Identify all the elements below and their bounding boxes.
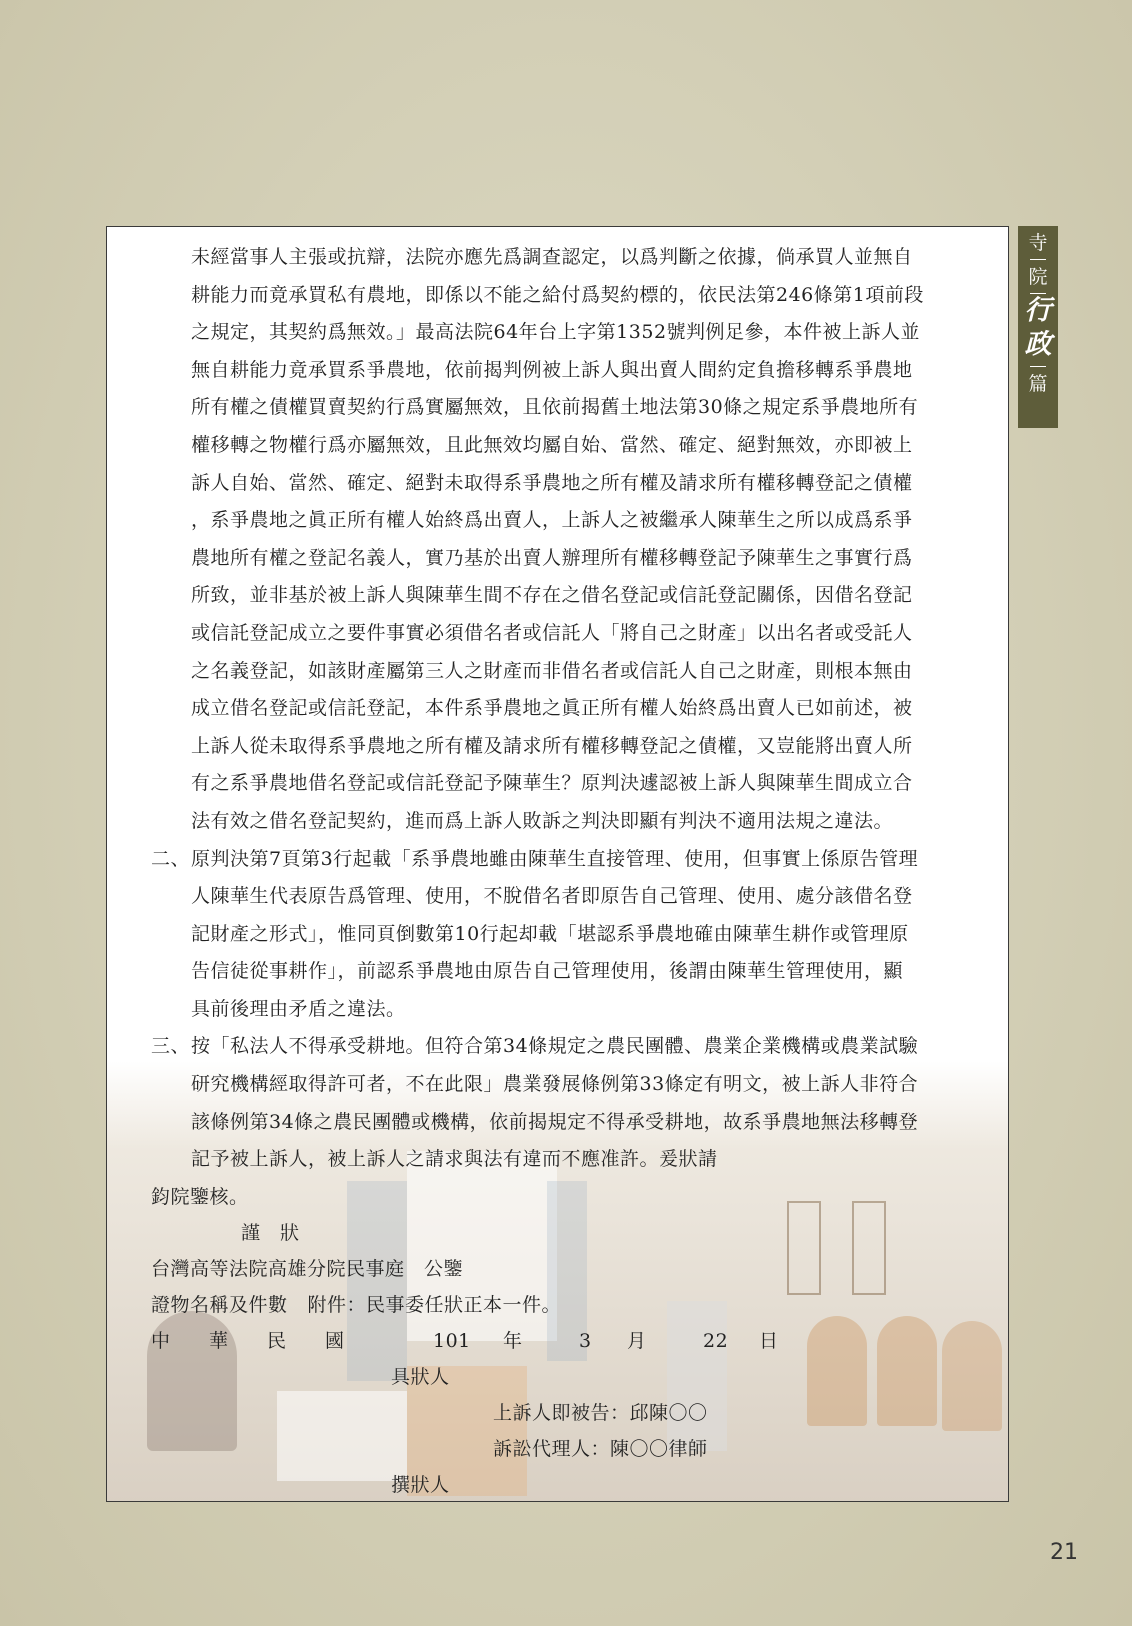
item-two-first-line [151, 841, 981, 879]
court-line: 台灣高等法院高雄分院民事庭 公鑒 [151, 1257, 464, 1280]
evidence-line [151, 1287, 981, 1323]
item-line: 研究機構經取得許可者，不在此限」農業發展條例第33條定有明文，被上訴人非符合 [191, 1073, 919, 1096]
tab-char: 政 [1024, 329, 1052, 360]
item-number: 二、 [151, 847, 191, 870]
paragraph-line: 成立借名登記或信託登記，本件系爭農地之眞正所有權人始終爲出賣人已如前述，被 [191, 697, 913, 720]
paragraph-line: 訴人自始、當然、確定、絕對未取得系爭農地之所有權及請求所有權移轉登記之債權 [191, 471, 913, 494]
item-text: 原判決第7頁第3行起載「系爭農地雖由陳華生直接管理、使用，但事實上係原告管理 [191, 847, 919, 870]
paragraph-line: ，系爭農地之眞正所有權人始終爲出賣人，上訴人之被繼承人陳華生之所以成爲系爭 [191, 509, 913, 532]
paragraph-line: 所有權之債權買賣契約行爲實屬無效，且依前揭舊土地法第30條之規定系爭農地所有 [191, 396, 919, 419]
item-line: 具前後理由矛盾之違法。 [191, 997, 406, 1020]
date-month: 3 [579, 1329, 592, 1352]
item-line: 該條例第34條之農民團體或機構，依前揭規定不得承受耕地，故系爭農地無法移轉登 [191, 1110, 919, 1133]
agent-line: 訴訟代理人：陳〇〇律師 [493, 1437, 708, 1460]
item-line: 告信徒從事耕作」，前認系爭農地由原告自己管理使用，後謂由陳華生管理使用，顯 [191, 960, 904, 983]
tab-char: 院 [1028, 266, 1048, 288]
filer-line: 具狀人 [391, 1365, 450, 1388]
date-char: 月 [627, 1329, 647, 1352]
document-body [151, 239, 981, 1502]
document-frame [106, 226, 1009, 1502]
evidence-value: 附件：民事委任狀正本一件。 [307, 1293, 562, 1316]
item-number: 三、 [151, 1035, 191, 1058]
paragraph-line: 或信託登記成立之要件事實必須借名者或信託人「將自己之財產」以出名者或受託人 [191, 621, 913, 644]
evidence-label: 證物名稱及件數 [151, 1293, 288, 1316]
review-line: 鈞院鑒核。 [151, 1185, 249, 1208]
date-char: 華 [209, 1329, 229, 1352]
item-line: 記財產之形式」，惟同頁倒數第10行起却載「堪認系爭農地確由陳華生耕作或管理原 [191, 922, 909, 945]
item-line: 人陳華生代表原告爲管理、使用，不脫借名者即原告自己管理、使用、處分該借名登 [191, 885, 913, 908]
paragraph-line: 法有效之借名登記契約，進而爲上訴人敗訴之判決即顯有判決不適用法規之違法。 [191, 809, 894, 832]
tab-char: 行 [1024, 295, 1052, 326]
item-three-first-line [151, 1028, 981, 1066]
paragraph-line: 有之系爭農地借名登記或信託登記予陳華生？原判決遽認被上訴人與陳華生間成立合 [191, 772, 913, 795]
date-char: 日 [759, 1329, 779, 1352]
paragraph-line: 之規定，其契約爲無效。」最高法院64年台上字第1352號判例足參，本件被上訴人並 [191, 321, 921, 344]
paragraph-line: 耕能力而竟承買私有農地，即係以不能之給付爲契約標的，依民法第246條第1項前段 [191, 283, 924, 306]
paragraph-line: 權移轉之物權行爲亦屬無效，且此無效均屬自始、當然、確定、絕對無效，亦即被上 [191, 433, 913, 456]
drafter-line: 撰狀人 [391, 1473, 450, 1496]
date-char: 年 [503, 1329, 523, 1352]
item-line: 記予被上訴人，被上訴人之請求與法有違而不應准許。爰狀請 [191, 1148, 718, 1171]
appellant-line: 上訴人即被告：邱陳〇〇 [493, 1401, 708, 1424]
respect-line: 謹 狀 [241, 1221, 300, 1244]
tab-char: 篇 [1028, 373, 1048, 395]
date-day: 22 [703, 1329, 729, 1352]
item-text: 按「私法人不得承受耕地。但符合第34條規定之農民團體、農業企業機構或農業試驗 [191, 1035, 919, 1058]
date-char: 中 [151, 1329, 171, 1352]
paragraph-line: 未經當事人主張或抗辯，法院亦應先爲調查認定，以爲判斷之依據，倘承買人並無自 [191, 246, 913, 268]
paragraph-line: 無自耕能力竟承買系爭農地，依前揭判例被上訴人與出賣人間約定負擔移轉系爭農地 [191, 358, 913, 381]
paragraph-line: 上訴人從未取得系爭農地之所有權及請求所有權移轉登記之債權，又豈能將出賣人所 [191, 734, 913, 757]
date-line [151, 1323, 981, 1359]
paragraph-line: 之名義登記，如該財產屬第三人之財產而非借名者或信託人自己之財產，則根本無由 [191, 659, 913, 682]
date-char: 民 [267, 1329, 287, 1352]
section-tab [1018, 226, 1058, 428]
page-number: 21 [1050, 1540, 1078, 1565]
tab-divider [1030, 366, 1046, 367]
tab-char: 寺 [1028, 232, 1048, 254]
tab-divider [1030, 259, 1046, 260]
paragraph-line: 農地所有權之登記名義人，實乃基於出賣人辦理所有權移轉登記予陳華生之事實行爲 [191, 546, 913, 569]
date-year: 101 [433, 1329, 471, 1352]
paragraph-line: 所致，並非基於被上訴人與陳華生間不存在之借名登記或信託登記關係，因借名登記 [191, 584, 913, 607]
date-char: 國 [325, 1329, 345, 1352]
